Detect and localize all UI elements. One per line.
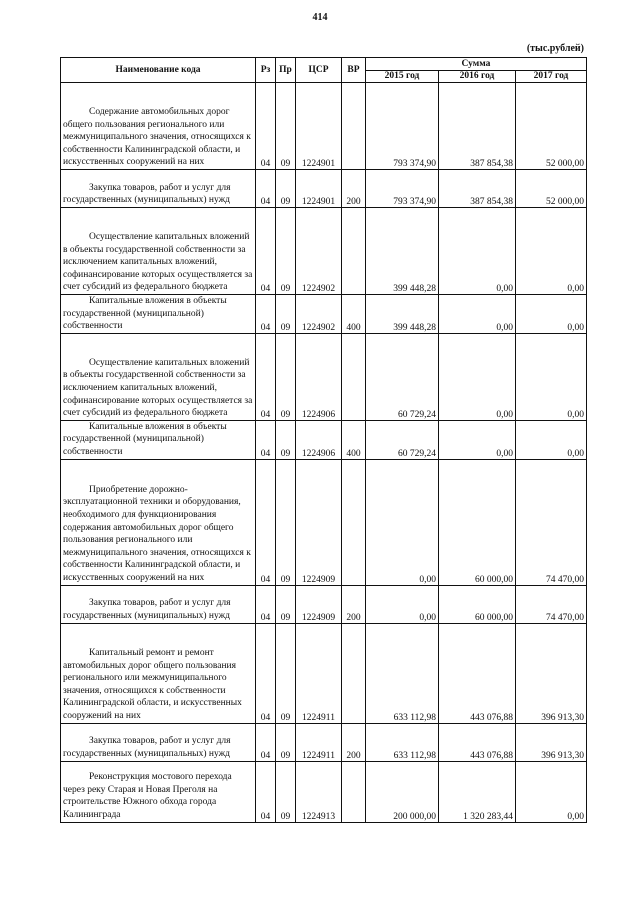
header-row — [61, 58, 587, 71]
table-row — [61, 420, 587, 459]
cell-csr: 1224901 — [296, 83, 342, 170]
row-name — [61, 623, 256, 723]
row-name — [61, 420, 256, 459]
header-sum: Сумма — [366, 58, 587, 71]
row-name-text: Закупка товаров, работ и услуг для государственных (муниципальных) нужд — [63, 182, 231, 206]
cell-y2015: 633 112,98 — [366, 723, 439, 761]
row-name — [61, 295, 256, 334]
table-row — [61, 83, 587, 170]
cell-y2016: 387 854,38 — [439, 83, 516, 170]
cell-pr: 09 — [276, 295, 296, 334]
cell-vr: 200 — [342, 585, 366, 623]
cell-vr: 200 — [342, 723, 366, 761]
table-row — [61, 585, 587, 623]
row-name — [61, 170, 256, 208]
cell-pr: 09 — [276, 761, 296, 822]
cell-y2016: 443 076,88 — [439, 723, 516, 761]
cell-pr: 09 — [276, 83, 296, 170]
cell-pr: 09 — [276, 723, 296, 761]
row-name-text: Капитальные вложения в объекты государственной (муниципальной) собственности — [63, 296, 227, 332]
cell-y2015: 0,00 — [366, 585, 439, 623]
cell-rz: 04 — [256, 420, 276, 459]
cell-rz: 04 — [256, 83, 276, 170]
cell-y2015: 399 448,28 — [366, 208, 439, 295]
cell-rz: 04 — [256, 723, 276, 761]
cell-csr: 1224911 — [296, 623, 342, 723]
cell-csr: 1224909 — [296, 585, 342, 623]
row-name-text: Капитальные вложения в объекты государственной (муниципальной) собственности — [63, 421, 227, 457]
header-csr: ЦСР — [296, 58, 342, 83]
table-body — [61, 83, 587, 823]
cell-y2016: 0,00 — [439, 420, 516, 459]
row-name — [61, 723, 256, 761]
cell-pr: 09 — [276, 585, 296, 623]
cell-vr: 200 — [342, 170, 366, 208]
cell-rz: 04 — [256, 623, 276, 723]
row-name-text: Капитальный ремонт и ремонт автомобильных дорог общего пользования регионального или межмуниципального значения, относящихся к собственности Калининградской области, и искусственных сооружений на них — [63, 648, 242, 721]
table-row — [61, 295, 587, 334]
cell-y2015: 0,00 — [366, 459, 439, 585]
cell-pr: 09 — [276, 623, 296, 723]
table-row — [61, 459, 587, 585]
header-pr: Пр — [276, 58, 296, 83]
cell-vr: 400 — [342, 295, 366, 334]
cell-y2015: 399 448,28 — [366, 295, 439, 334]
cell-rz: 04 — [256, 585, 276, 623]
cell-y2016: 387 854,38 — [439, 170, 516, 208]
table-row — [61, 333, 587, 420]
cell-vr — [342, 83, 366, 170]
cell-y2017: 74 470,00 — [516, 459, 587, 585]
cell-vr — [342, 623, 366, 723]
cell-rz: 04 — [256, 295, 276, 334]
cell-pr: 09 — [276, 333, 296, 420]
cell-y2017: 52 000,00 — [516, 83, 587, 170]
cell-rz: 04 — [256, 333, 276, 420]
cell-y2016: 0,00 — [439, 333, 516, 420]
row-name — [61, 208, 256, 295]
table-row — [61, 170, 587, 208]
row-name — [61, 333, 256, 420]
cell-csr: 1224913 — [296, 761, 342, 822]
cell-csr: 1224909 — [296, 459, 342, 585]
cell-vr: 400 — [342, 420, 366, 459]
row-name-text: Закупка товаров, работ и услуг для государственных (муниципальных) нужд — [63, 598, 231, 621]
cell-y2017: 52 000,00 — [516, 170, 587, 208]
cell-y2017: 0,00 — [516, 420, 587, 459]
cell-y2017: 74 470,00 — [516, 585, 587, 623]
header-name: Наименование кода — [61, 58, 256, 83]
cell-y2016: 0,00 — [439, 208, 516, 295]
cell-vr — [342, 333, 366, 420]
cell-y2017: 0,00 — [516, 208, 587, 295]
cell-csr: 1224906 — [296, 333, 342, 420]
table-row — [61, 761, 587, 822]
header-2017: 2017 год — [516, 71, 587, 83]
table-row — [61, 623, 587, 723]
table-row — [61, 723, 587, 761]
cell-y2015: 60 729,24 — [366, 420, 439, 459]
header-rz: Рз — [256, 58, 276, 83]
cell-vr — [342, 761, 366, 822]
cell-y2017: 0,00 — [516, 295, 587, 334]
cell-csr: 1224902 — [296, 295, 342, 334]
cell-csr: 1224906 — [296, 420, 342, 459]
row-name — [61, 585, 256, 623]
cell-y2017: 0,00 — [516, 333, 587, 420]
cell-y2015: 200 000,00 — [366, 761, 439, 822]
page-number: 414 — [312, 12, 328, 23]
row-name-text: Осуществление капитальных вложений в объекты государственной собственности за исключением капитальных вложений, софинансирование которых осуществляется за счет субсидий из федерального бюджета — [63, 357, 253, 419]
cell-rz: 04 — [256, 208, 276, 295]
cell-rz: 04 — [256, 170, 276, 208]
cell-vr — [342, 208, 366, 295]
cell-y2016: 60 000,00 — [439, 585, 516, 623]
cell-pr: 09 — [276, 208, 296, 295]
budget-table — [60, 57, 587, 823]
cell-y2016: 0,00 — [439, 295, 516, 334]
header-2016: 2016 год — [439, 71, 516, 83]
units-label: (тыс.рублей) — [526, 43, 584, 54]
cell-csr: 1224911 — [296, 723, 342, 761]
header-vr: ВР — [342, 58, 366, 83]
cell-y2015: 60 729,24 — [366, 333, 439, 420]
cell-pr: 09 — [276, 420, 296, 459]
row-name — [61, 761, 256, 822]
cell-y2016: 60 000,00 — [439, 459, 516, 585]
cell-y2015: 793 374,90 — [366, 170, 439, 208]
row-name — [61, 459, 256, 585]
table-row — [61, 208, 587, 295]
cell-rz: 04 — [256, 459, 276, 585]
header-2015: 2015 год — [366, 71, 439, 83]
cell-rz: 04 — [256, 761, 276, 822]
cell-csr: 1224902 — [296, 208, 342, 295]
cell-y2017: 396 913,30 — [516, 723, 587, 761]
cell-y2017: 396 913,30 — [516, 623, 587, 723]
cell-y2015: 793 374,90 — [366, 83, 439, 170]
cell-y2016: 1 320 283,44 — [439, 761, 516, 822]
cell-y2015: 633 112,98 — [366, 623, 439, 723]
row-name-text: Реконструкция мостового перехода через реку Старая и Новая Преголя на строительстве Южного обхода города Калининграда — [63, 772, 232, 820]
row-name-text: Приобретение дорожно-эксплуатационной техники и оборудования, необходимого для функционирования содержания автомобильных дорог общего пользования регионального или межмуниципального значения, относящихся к собственности Калининградской области, и искусственных сооружений на них — [63, 484, 251, 583]
cell-y2016: 443 076,88 — [439, 623, 516, 723]
cell-vr — [342, 459, 366, 585]
row-name — [61, 83, 256, 170]
cell-pr: 09 — [276, 170, 296, 208]
cell-pr: 09 — [276, 459, 296, 585]
row-name-text: Содержание автомобильных дорог общего пользования регионального или межмуниципального значения, относящихся к собственности Калининградской области, и искусственных сооружений на них — [63, 107, 251, 168]
row-name-text: Закупка товаров, работ и услуг для государственных (муниципальных) нужд — [63, 736, 231, 759]
row-name-text: Осуществление капитальных вложений в объекты государственной собственности за исключением капитальных вложений, софинансирование которых осуществляется за счет субсидий из федерального бюджета — [63, 232, 253, 293]
cell-csr: 1224901 — [296, 170, 342, 208]
cell-y2017: 0,00 — [516, 761, 587, 822]
